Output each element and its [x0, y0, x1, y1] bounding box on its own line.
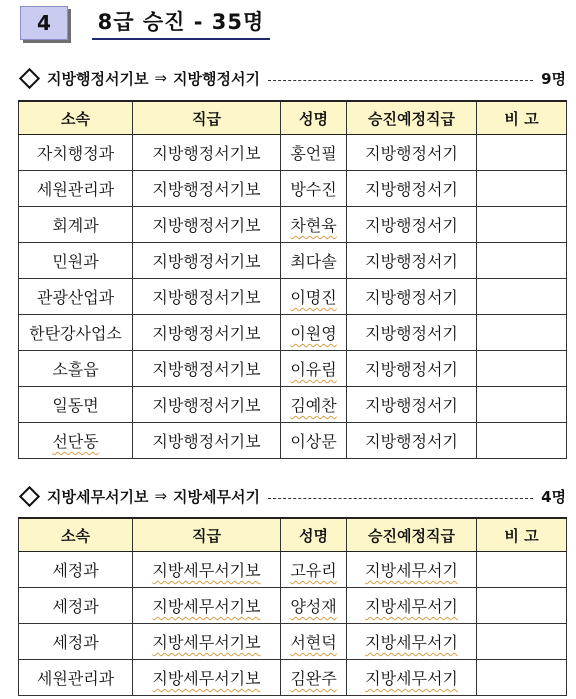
section-title: 8급 승진 - 35명: [92, 6, 270, 40]
dash-leader: [268, 80, 533, 81]
cell-new-rank: 지방행정서기: [347, 387, 477, 423]
table-row: [19, 135, 567, 171]
cell-rank: 지방행정서기보: [133, 135, 281, 171]
cell-dept: 소흘읍: [19, 351, 133, 387]
table-row: [19, 552, 567, 588]
cell-name: 이상문: [281, 423, 347, 459]
cell-remarks: [477, 387, 567, 423]
cell-rank: 지방행정서기보: [133, 243, 281, 279]
cell-dept: 자치행정과: [19, 135, 133, 171]
head-count: 4명: [541, 487, 566, 506]
arrow-icon: ⇒: [154, 69, 168, 87]
col-header-dept: 소속: [19, 101, 133, 135]
cell-rank: 지방행정서기보: [133, 171, 281, 207]
cell-remarks: [477, 552, 567, 588]
arrow-icon: ⇒: [154, 487, 168, 505]
promotion-table-admin: [18, 100, 567, 459]
diamond-icon: [19, 67, 40, 88]
col-header-name: 성명: [281, 518, 347, 552]
promotion-table-tax: [18, 517, 567, 696]
cell-remarks: [477, 351, 567, 387]
cell-rank: 지방행정서기보: [133, 351, 281, 387]
dash-leader: [268, 498, 533, 499]
cell-new-rank: 지방행정서기: [347, 351, 477, 387]
cell-dept: 민원과: [19, 243, 133, 279]
subsection-heading-admin: [18, 67, 566, 89]
cell-dept: 한탄강사업소: [19, 315, 133, 351]
table-row: [19, 660, 567, 696]
table-row: [19, 243, 567, 279]
cell-name: 고유리: [281, 552, 347, 588]
subsection-heading-tax: [18, 485, 566, 507]
cell-remarks: [477, 588, 567, 624]
table-row: [19, 171, 567, 207]
cell-dept: 관광산업과: [19, 279, 133, 315]
head-count: 9명: [541, 69, 566, 88]
col-header-remarks: 비 고: [477, 518, 567, 552]
table-row: [19, 423, 567, 459]
cell-new-rank: 지방행정서기: [347, 171, 477, 207]
cell-rank: 지방행정서기보: [133, 423, 281, 459]
cell-rank: 지방행정서기보: [133, 387, 281, 423]
table-header-row: [19, 101, 567, 135]
cell-rank: 지방행정서기보: [133, 315, 281, 351]
rank-to: 지방행정서기: [173, 69, 260, 88]
cell-remarks: [477, 423, 567, 459]
cell-name: 이명진: [281, 279, 347, 315]
cell-remarks: [477, 315, 567, 351]
cell-name: 차현육: [281, 207, 347, 243]
cell-dept: 일동면: [19, 387, 133, 423]
cell-name: 방수진: [281, 171, 347, 207]
cell-new-rank: 지방세무서기: [347, 624, 477, 660]
col-header-name: 성명: [281, 101, 347, 135]
cell-rank: 지방행정서기보: [133, 207, 281, 243]
col-header-rank: 직급: [133, 518, 281, 552]
cell-rank: 지방세무서기보: [133, 660, 281, 696]
cell-dept: 세정과: [19, 588, 133, 624]
cell-new-rank: 지방세무서기: [347, 552, 477, 588]
cell-remarks: [477, 135, 567, 171]
cell-remarks: [477, 660, 567, 696]
col-header-rank: 직급: [133, 101, 281, 135]
cell-name: 이원영: [281, 315, 347, 351]
cell-dept: 세원관리과: [19, 660, 133, 696]
cell-dept: 세원관리과: [19, 171, 133, 207]
cell-dept: 세정과: [19, 552, 133, 588]
table-row: [19, 588, 567, 624]
cell-new-rank: 지방행정서기: [347, 423, 477, 459]
col-header-new-rank: 승진예정직급: [347, 518, 477, 552]
cell-rank: 지방세무서기보: [133, 624, 281, 660]
cell-new-rank: 지방행정서기: [347, 207, 477, 243]
rank-from: 지방행정서기보: [47, 69, 149, 88]
cell-remarks: [477, 279, 567, 315]
table-row: [19, 279, 567, 315]
col-header-new-rank: 승진예정직급: [347, 101, 477, 135]
cell-rank: 지방행정서기보: [133, 279, 281, 315]
table-row: [19, 207, 567, 243]
table-row: [19, 315, 567, 351]
cell-remarks: [477, 243, 567, 279]
table-header-row: [19, 518, 567, 552]
cell-dept: 회계과: [19, 207, 133, 243]
cell-name: 양성재: [281, 588, 347, 624]
cell-name: 이유림: [281, 351, 347, 387]
cell-name: 김완주: [281, 660, 347, 696]
cell-new-rank: 지방행정서기: [347, 135, 477, 171]
cell-rank: 지방세무서기보: [133, 552, 281, 588]
cell-dept: 세정과: [19, 624, 133, 660]
section-header: [20, 6, 320, 42]
cell-name: 서현덕: [281, 624, 347, 660]
cell-name: 김예찬: [281, 387, 347, 423]
cell-remarks: [477, 207, 567, 243]
section-number-badge: 4: [20, 6, 68, 40]
table-row: [19, 351, 567, 387]
rank-to: 지방세무서기: [173, 487, 260, 506]
cell-name: 홍언필: [281, 135, 347, 171]
table-row: [19, 387, 567, 423]
cell-new-rank: 지방세무서기: [347, 588, 477, 624]
cell-rank: 지방세무서기보: [133, 588, 281, 624]
table-row: [19, 624, 567, 660]
cell-new-rank: 지방행정서기: [347, 315, 477, 351]
cell-new-rank: 지방세무서기: [347, 660, 477, 696]
cell-remarks: [477, 171, 567, 207]
col-header-dept: 소속: [19, 518, 133, 552]
col-header-remarks: 비 고: [477, 101, 567, 135]
cell-name: 최다솔: [281, 243, 347, 279]
diamond-icon: [19, 485, 40, 506]
cell-new-rank: 지방행정서기: [347, 279, 477, 315]
rank-from: 지방세무서기보: [47, 487, 149, 506]
cell-dept: 선단동: [19, 423, 133, 459]
cell-new-rank: 지방행정서기: [347, 243, 477, 279]
cell-remarks: [477, 624, 567, 660]
